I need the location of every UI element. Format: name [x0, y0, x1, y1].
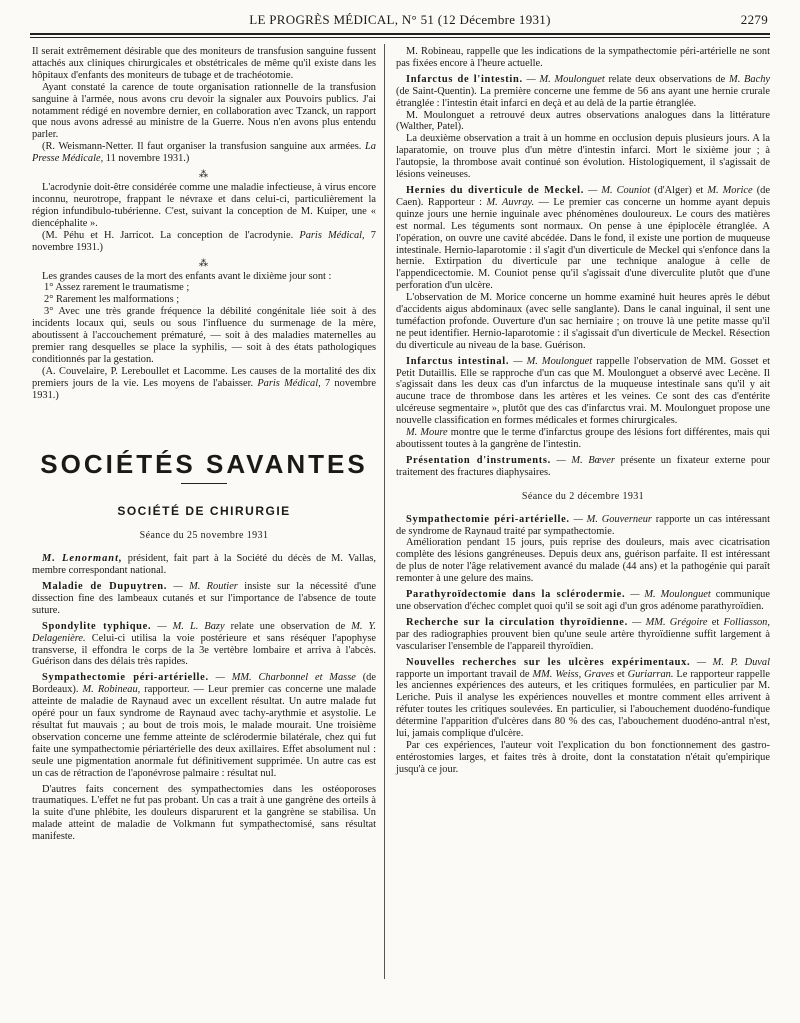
society-title: SOCIÉTÉ DE CHIRURGIE: [117, 504, 291, 519]
list-item: 3° Avec une très grande fréquence la débilité congénitale liée soit à des incidents locaux qui, seuls ou sous l'influence du surmenage de la mère, aboutissent à l'accouchement prématuré, — soit à des maladies maternelles au premier rang desquelles se place la syphilis, — soit à des états pathologiques conditionnés par la gestation.: [32, 306, 376, 365]
page-number: 2279: [740, 12, 768, 27]
paragraph-transfusion: Il serait extrêmement désirable que des moniteurs de transfusion sanguine fussent attachés aux cliniques chirurgicales et obstétricales de même qu'il existe dans les hôpitaux d'enfants des moniteurs de tubage et de trachéotomie.: [32, 46, 376, 81]
seance-date: Séance du 25 novembre 1931: [139, 530, 269, 542]
entry-robineau: M. Robineau, rappelle que les indications de la sympathectomie péri-artérielle ne sont pas fixées encore à l'heure actuelle.: [396, 46, 770, 69]
asterism: ⁂: [199, 169, 209, 180]
entry-spondylite: Spondylite typhique. — M. L. Bazy relate une observation de M. Y. Delagenière. Celui-ci utilisa la voie postérieure et sans réséquer l'apophyse transverse, il effondra le corps de la 3e vertèbre lombaire et arriva à l'abcès. Guérison dans des délais très rapides.: [32, 620, 376, 668]
citation-weismann: (R. Weismann-Netter. Il faut organiser la transfusion sanguine aux armées. La Presse Médicale, 11 novembre 1931.): [32, 141, 376, 165]
entry-sympathectomie: Sympathectomie péri-artérielle. — MM. Charbonnel et Masse (de Bordeaux). M. Robineau, rapporteur. — Leur premier cas concerne une malade atteinte de maladie de Raynaud avec un excellent résultat. Un autre malade fut opéré pour un faux syndrome de Raynaud avec tachy-arythmie et asystolie. Le résultat fut mauvais ; au bout de trois mois, le malade mourait. Une troisième observation concerne une femme atteinte de sclérodermie bilatérale, chez qui fut faite une sympathectomie périartérielle des deux axillaires. Effet absolument nul : seule une pigmentation anormale fut définitivement supprimée. Un autre cas est un cas de rétraction de l'aponévrose palmaire : résultat nul.: [32, 672, 376, 779]
header-rule-thin: [30, 37, 770, 38]
asterism: ⁂: [199, 257, 209, 268]
paragraph-causes: Les grandes causes de la mort des enfants avant le dixième jour sont :: [42, 270, 332, 282]
left-column: [32, 46, 376, 843]
paragraph-experiences: Par ces expériences, l'auteur voit l'explication du bon fonctionnement des gastro-entérostomies larges, et faites très à droite, dont la constatation n'était qu'empirique jusqu'à ce jour.: [396, 739, 770, 775]
seance-date-2: Séance du 2 décembre 1931: [521, 490, 645, 502]
causes-list: [32, 282, 376, 365]
citation-pehu: (M. Péhu et H. Jarricot. La conception de l'acrodynie. Paris Médical, 7 novembre 1931.): [32, 229, 376, 253]
paragraph-occlusion: La deuxième observation a trait à un homme en occlusion depuis plusieurs jours. A la laparatomie, on trouve plus d'un mètre d'intestin infarci. Mort le sixième jour ; à l'autopsie, la thrombose avait continué son évolution. Histologiquement, il s'agissait de lésions veineuses.: [396, 133, 770, 181]
paragraph-morice: L'observation de M. Morice concerne un homme examiné huit heures après le début d'accidents aigus abdominaux (avec selle sanglante). Dans le canal inguinal, il sent une tuméfaction profonde. Ouverture d'un sac herniaire ; on trouve là une petite masse qu'il ne peut identifier. Hernio-laparotomie : il s'agissait d'un diverticule de Meckel. Résection du diverticule au niveau de la base. Guérison.: [396, 292, 770, 351]
entry-dupuytren: Maladie de Dupuytren. — M. Routier insiste sur la nécessité d'une dissection fine des lambeaux cutanés et sur l'importance de l'absence de toute suture.: [32, 581, 377, 616]
entry-infarctus-intestinal: Infarctus intestinal. — M. Moulonguet rappelle l'observation de MM. Gosset et Petit Dutaillis. Elle se rapproche d'un cas que M. Moulonguet a observé avec Lecène. Il s'agissait dans les deux cas d'un infarctus de la muqueuse intestinale sans qu'il y ait aucune trace de thrombose dans les artères et les veines. Ce sont des cas d'entérite ulcéreuse segmentaire », plutôt que des cas d'infarctus vrai. M. Moulonguet propose une nouvelle classification en formes médicales et formes chirurgicales.: [396, 355, 771, 427]
paragraph-army: Ayant constaté la carence de toute organisation rationnelle de la transfusion sanguine à l'armée, nous avons cru devoir la signaler aux Pouvoirs publics. J'ai notamment rédigé en novembre dernier, en collaboration avec Tzanck, un rapport que nous avons adressé au ministre de la Guerre. Nous n'en avons plus entendu parler.: [32, 81, 376, 141]
journal-title: LE PROGRÈS MÉDICAL, N° 51 (12 Décembre 1931): [249, 12, 551, 27]
list-item: 2° Rarement les malformations ;: [44, 294, 180, 306]
paragraph-moure: M. Moure montre que le terme d'infarctus groupe des lésions fort différentes, mais qui aboutissent toutes à la gangrène de l'intestin.: [396, 427, 770, 450]
section-title: SOCIÉTÉS SAVANTES: [40, 449, 368, 480]
paragraph-moulonguet: M. Moulonguet a retrouvé deux autres observations analogues dans la littérature (Walther, Patel).: [396, 109, 770, 133]
entry-lenormant: M. Lenormant, président, fait part à la Société du décès de M. Vallas, membre correspondant national.: [32, 553, 376, 577]
entry-sympathectomie-2: Sympathectomie péri-artérielle. — M. Gouverneur rapporte un cas intéressant de syndrome de Raynaud traité par sympathectomie.: [396, 513, 770, 537]
paragraph-amelioration: Amélioration pendant 15 jours, puis reprise des douleurs, mais avec cicatrisation complète des lésions gangréneuses. Depuis deux ans, guérison parfaite. Il est intéressant de plus de noter l'âge relativement avancé du malade (44 ans) et la pathogénie qui paraît remonter à une gelure des mains.: [396, 537, 770, 585]
citation-couvelaire: (A. Couvelaire, P. Lereboullet et Lacomme. Les causes de la mortalité des dix premiers jours de la vie. Les moyens de l'abaisser. Paris Médical, 7 novembre 1931.): [32, 365, 376, 401]
entry-ulceres: Nouvelles recherches sur les ulcères expérimentaux. — M. P. Duval rapporte un important travail de MM. Weiss, Graves et Guriarran. Le rapporteur rappelle les anciennes expériences des auteurs, et les critiques formulées, en particulier par M. Leriche. Puis il analyse les expériences nouvelles et montre comment elles arrivent à réfuter toutes les critiques soulevées. En particulier, si l'abouchement duodéno-fundique détermine l'apparition d'ulcères dans 80 % des cas, l'abouchement duodéno-antral n'est, lui, jamais complique d'ulcère.: [396, 656, 770, 740]
header-rule: [30, 33, 770, 35]
column-divider: [384, 44, 385, 979]
title-rule: [181, 483, 227, 484]
running-head: [30, 12, 770, 30]
entry-parathyroidectomie: Parathyroïdectomie dans la sclérodermie. — M. Moulonguet communique une observation d'échec complet quoi qu'il se soit agi d'un gros adénome parathyroïdien.: [396, 589, 770, 612]
entry-infarctus-intestin: Infarctus de l'intestin. — M. Moulonguet relate deux observations de M. Bachy (de Saint-Quentin). La première concerne une femme de 56 ans ayant une hernie crurale étranglée : l'intestin était infarci en deçà et au delà de la partie étranglée.: [396, 73, 771, 109]
list-item: 1° Assez rarement le traumatisme ;: [44, 282, 190, 294]
right-column: [396, 46, 770, 776]
entry-meckel: Hernies du diverticule de Meckel. — M. Couniot (d'Alger) et M. Morice (de Caen). Rapporteur : M. Auvray. — Le premier cas concerne un homme ayant depuis quinze jours une hernie inguinale avec phénomènes douloureux. Le cours des matières est normal. Les téguments sont normaux. On pense à une épiplocèle étranglée. A l'opération, on ouvre une cavité abcédée. Dans le fond, il existe une portion de muqueuse intestinale. Hernio-laparotomie : il s'agit d'un diverticule de Meckel qui s'enfonce dans la hernie. Extirpation du diverticule par une technique analogue à celle de l'appendicectomie. M. Couniot pense qu'il s'agissait d'une diverculite plutôt que d'une perforation d'un ulcère.: [396, 184, 770, 292]
entry-thyroidienne: Recherche sur la circulation thyroïdienne. — MM. Grégoire et Folliasson, par des radiographies prouvent bien qu'une seule artère thyroïdienne suffit largement à vasculariser l'ensemble de l'appareil thyroïdien.: [396, 616, 770, 652]
paragraph-acrodynie: L'acrodynie doit-être considérée comme une maladie infectieuse, à virus encore inconnu, neurotrope, frappant le névraxe et dans celui-ci, particulièrement la région infundibulo-tubérienne. C'est, suivant la conception de M. Kuiper, une « diencéphalite ».: [32, 182, 376, 229]
paragraph-osteoporoses: D'autres faits concernent des sympathectomies dans les ostéoporoses traumatiques. L'effet ne fut pas probant. Un cas a trait à une gangrène des orteils à la suite d'une phlébite, les douleurs disparurent et la gangrène se stabilisa. Un malade atteint de maladie de Volkmann fut sympathectomisé, sans résultat manifeste.: [32, 783, 376, 843]
entry-instruments: Présentation d'instruments. — M. Bœver présente un fixateur externe pour traitement des fractures diaphysaires.: [396, 454, 770, 478]
